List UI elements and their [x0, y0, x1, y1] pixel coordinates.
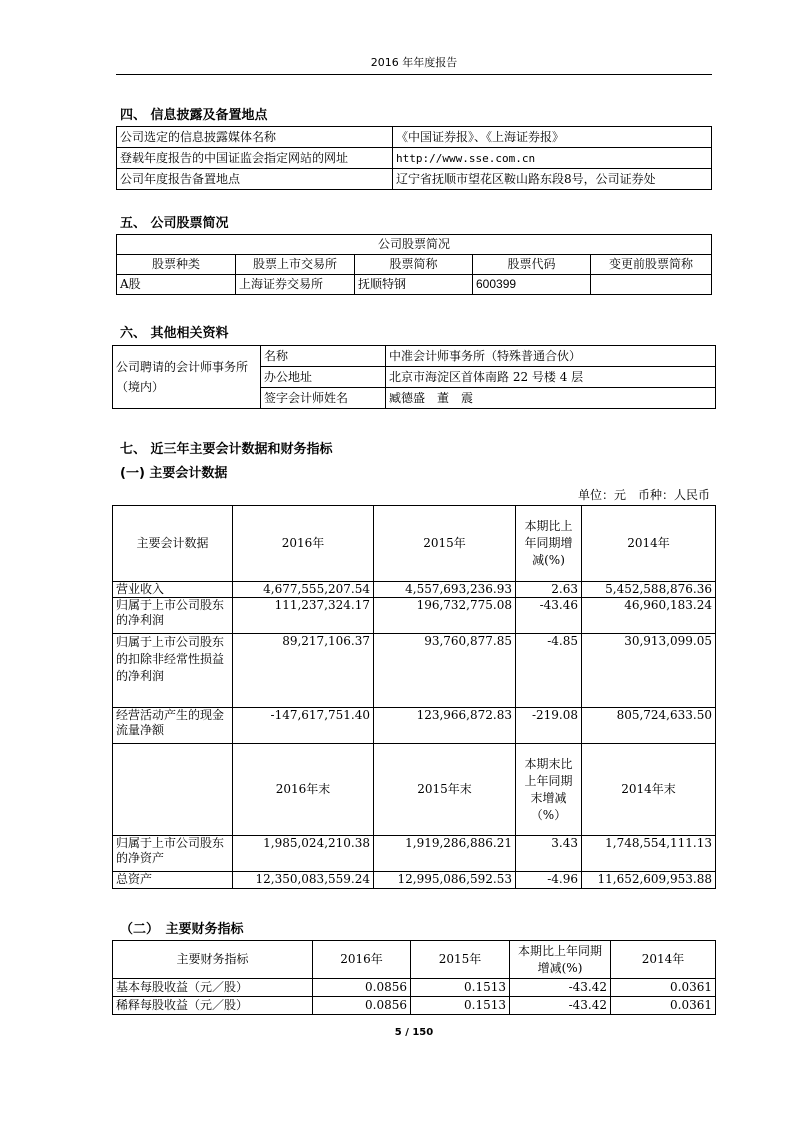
table-cell: -43.42	[510, 997, 611, 1015]
table-cell: -43.42	[510, 979, 611, 997]
table-cell: 111,237,324.17	[233, 598, 374, 634]
table-cell: 805,724,633.50	[582, 708, 716, 744]
stock-header: 股票上市交易所	[236, 255, 355, 275]
table-cell: 1,919,286,886.21	[374, 836, 516, 872]
table-cell: 12,995,086,592.53	[374, 872, 516, 889]
indicator-header: 2014年	[611, 941, 716, 979]
disclosure-value: 《中国证券报》、《上海证券报》	[393, 127, 712, 148]
table-cell: -43.46	[516, 598, 582, 634]
header-divider	[116, 74, 712, 75]
table-row-label: 营业收入	[113, 582, 233, 598]
stock-header: 股票代码	[473, 255, 591, 275]
indicator-header: 主要财务指标	[113, 941, 313, 979]
table-row-label: 基本每股收益（元／股）	[113, 979, 313, 997]
disclosure-value: 辽宁省抚顺市望花区鞍山路东段8号，公司证券处	[393, 169, 712, 190]
acct-header: 2014年	[582, 506, 716, 582]
table-cell: 196,732,775.08	[374, 598, 516, 634]
stock-header: 股票简称	[355, 255, 473, 275]
disclosure-value: http://www.sse.com.cn	[393, 148, 712, 169]
stock-header: 股票种类	[117, 255, 236, 275]
table-row-label: 归属于上市公司股东的扣除非经常性损益的净利润	[113, 634, 233, 708]
disclosure-label: 登载年度报告的中国证监会指定网站的网址	[117, 148, 393, 169]
acct-header: 2015年末	[374, 744, 516, 836]
table-cell: -4.96	[516, 872, 582, 889]
disclosure-table	[116, 126, 712, 190]
acct-header: 主要会计数据	[113, 506, 233, 582]
table-row-label: 稀释每股收益（元／股）	[113, 997, 313, 1015]
table-cell: 0.0361	[611, 997, 716, 1015]
firm-value: 中准会计师事务所（特殊普通合伙）	[386, 346, 716, 367]
firm-label: 名称	[261, 346, 386, 367]
table-cell: 12,350,083,559.24	[233, 872, 374, 889]
table-cell: 3.43	[516, 836, 582, 872]
table-row-label: 归属于上市公司股东的净利润	[113, 598, 233, 634]
stock-cell: A股	[117, 275, 236, 295]
acct-header: 2015年	[374, 506, 516, 582]
table-cell: 0.0856	[313, 997, 411, 1015]
table-cell: 0.0856	[313, 979, 411, 997]
table-row-label: 经营活动产生的现金流量净额	[113, 708, 233, 744]
table-cell: 4,677,555,207.54	[233, 582, 374, 598]
acct-header: 2016年末	[233, 744, 374, 836]
section-5-heading: 五、 公司股票简况	[120, 216, 229, 231]
section-4-heading: 四、 信息披露及备置地点	[120, 108, 268, 123]
table-cell: 1,748,554,111.13	[582, 836, 716, 872]
acct-header: 2014年末	[582, 744, 716, 836]
table-cell: 0.1513	[411, 997, 510, 1015]
table-cell: -219.08	[516, 708, 582, 744]
stock-cell: 600399	[473, 275, 591, 295]
stock-table-caption: 公司股票简况	[117, 235, 712, 255]
firm-label: 签字会计师姓名	[261, 388, 386, 409]
table-cell: 123,966,872.83	[374, 708, 516, 744]
stock-cell: 上海证券交易所	[236, 275, 355, 295]
table-cell: 5,452,588,876.36	[582, 582, 716, 598]
indicator-header: 本期比上年同期增减(%)	[510, 941, 611, 979]
table-cell: -147,617,751.40	[233, 708, 374, 744]
acct-header: 2016年	[233, 506, 374, 582]
stock-header: 变更前股票简称	[591, 255, 712, 275]
section-7-heading: 七、 近三年主要会计数据和财务指标	[120, 442, 333, 457]
stock-cell	[591, 275, 712, 295]
table-cell: 0.1513	[411, 979, 510, 997]
accounting-firm-table	[112, 345, 716, 409]
disclosure-label: 公司选定的信息披露媒体名称	[117, 127, 393, 148]
subsection-1-heading: (一) 主要会计数据	[120, 466, 228, 481]
table-cell: 0.0361	[611, 979, 716, 997]
indicator-header: 2015年	[411, 941, 510, 979]
table-cell: 4,557,693,236.93	[374, 582, 516, 598]
table-row-label: 归属于上市公司股东的净资产	[113, 836, 233, 872]
acct-header: 本期比上年同期增减(%)	[516, 506, 582, 582]
financial-indicators-table	[112, 940, 716, 1015]
firm-value: 臧德盛 董 震	[386, 388, 716, 409]
firm-group-label: 公司聘请的会计师事务所（境内）	[113, 346, 261, 409]
stock-table	[116, 234, 712, 295]
disclosure-label: 公司年度报告备置地点	[117, 169, 393, 190]
subsection-2-heading: （二） 主要财务指标	[120, 922, 244, 937]
page-number: 5 / 150	[394, 1027, 434, 1038]
table-cell: 1,985,024,210.38	[233, 836, 374, 872]
table-cell: 93,760,877.85	[374, 634, 516, 708]
firm-label: 办公地址	[261, 367, 386, 388]
page-header: 2016 年年度报告	[370, 56, 458, 69]
acct-header	[113, 744, 233, 836]
section-6-heading: 六、 其他相关资料	[120, 326, 229, 341]
unit-label: 单位：元 币种：人民币	[577, 488, 710, 502]
stock-cell: 抚顺特钢	[355, 275, 473, 295]
table-row-label: 总资产	[113, 872, 233, 889]
acct-header: 本期末比上年同期末增减（%）	[516, 744, 582, 836]
table-cell: 2.63	[516, 582, 582, 598]
firm-value: 北京市海淀区首体南路 22 号楼 4 层	[386, 367, 716, 388]
indicator-header: 2016年	[313, 941, 411, 979]
table-cell: 89,217,106.37	[233, 634, 374, 708]
table-cell: -4.85	[516, 634, 582, 708]
table-cell: 46,960,183.24	[582, 598, 716, 634]
table-cell: 11,652,609,953.88	[582, 872, 716, 889]
table-cell: 30,913,099.05	[582, 634, 716, 708]
accounting-data-table	[112, 505, 716, 889]
